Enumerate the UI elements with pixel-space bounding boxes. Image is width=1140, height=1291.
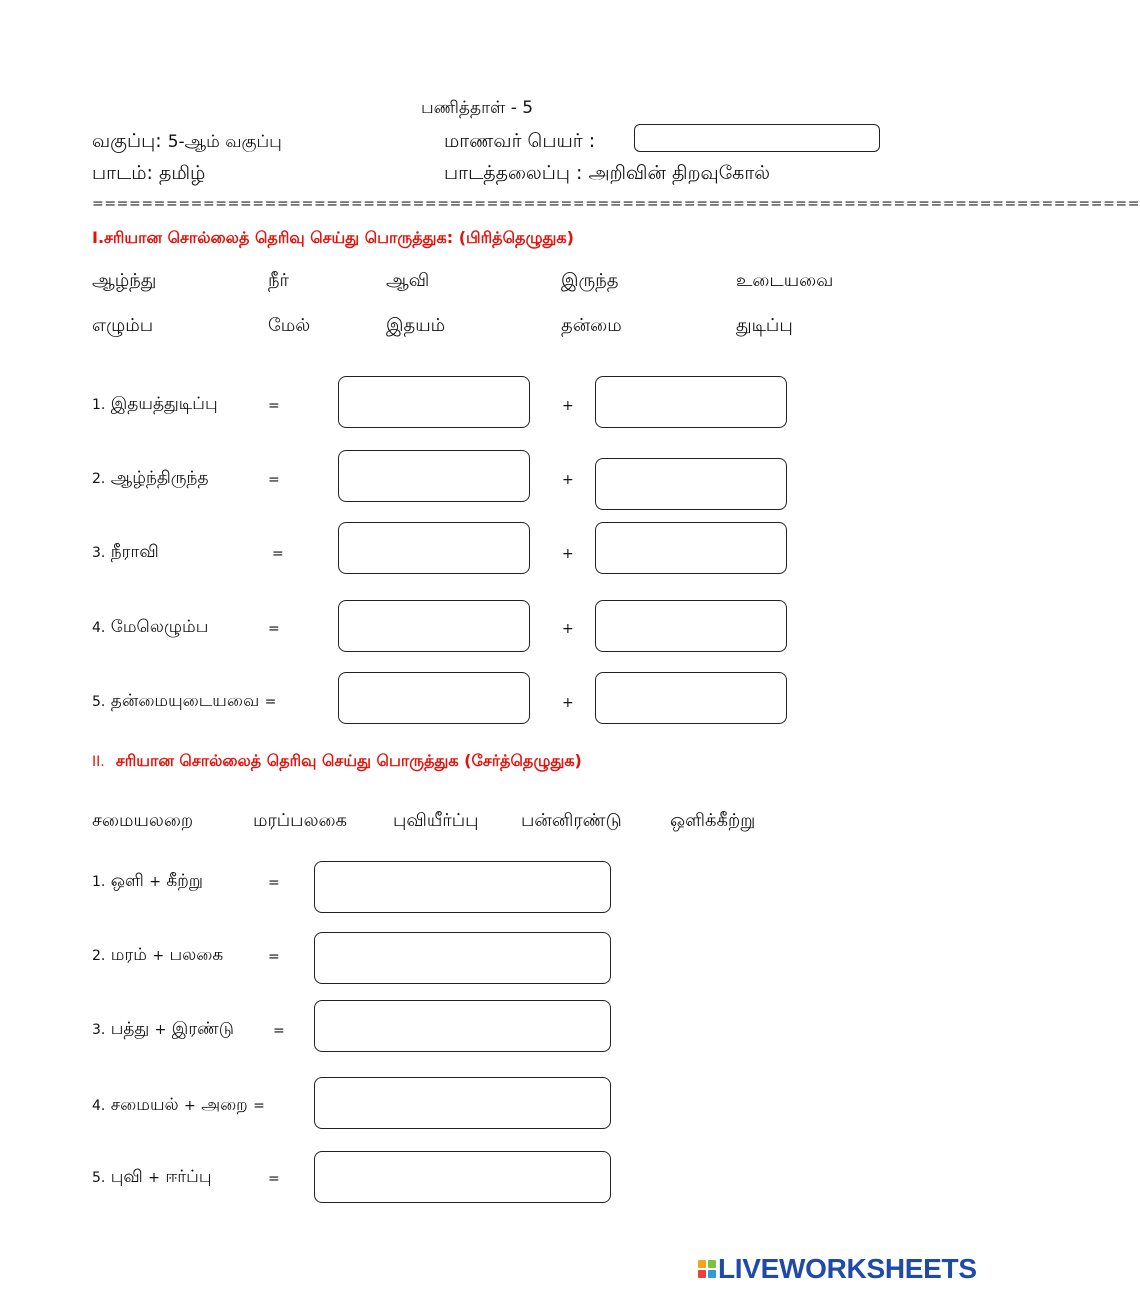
part-b: கீற்று <box>166 871 204 891</box>
part-a: பத்து <box>110 1019 150 1039</box>
lesson-row <box>444 162 770 187</box>
answer-box[interactable] <box>314 861 611 913</box>
plus-sign: + <box>148 1170 160 1186</box>
part-a: புவி <box>110 1167 143 1187</box>
question-label <box>92 1019 234 1041</box>
part-a: சமையல் <box>110 1095 179 1115</box>
part-a: ஒளி <box>110 871 144 891</box>
logo-square-icon <box>698 1270 706 1278</box>
equals-sign: = <box>268 398 280 414</box>
equals-sign: = <box>268 621 280 637</box>
separator-line: ===================================================================================== <box>92 196 1140 212</box>
answer-box-left[interactable] <box>338 522 530 574</box>
plus-sign: + <box>152 948 165 964</box>
answer-box[interactable] <box>314 1077 611 1129</box>
logo-square-icon <box>708 1270 716 1278</box>
part-b: இரண்டு <box>171 1019 234 1039</box>
question-number: 1. <box>92 397 106 413</box>
word-bank-item: ஆழ்ந்து <box>92 270 157 291</box>
word-bank-item: தன்மை <box>561 315 622 336</box>
liveworksheets-logo-icon <box>698 1260 716 1278</box>
class-value: 5-ஆம் வகுப்பு <box>167 132 282 152</box>
question-word: தன்மையுடையவை <box>110 691 260 711</box>
logo-text: LIVEWORKSHEETS <box>718 1253 977 1284</box>
answer-box-right[interactable] <box>595 522 787 574</box>
question-number: 4. <box>92 1098 106 1114</box>
plus-sign: + <box>149 874 161 890</box>
logo-square-icon <box>708 1260 716 1268</box>
section2-heading-num: II. <box>92 754 105 770</box>
question-label <box>92 1095 265 1117</box>
word-bank-item: உடையவை <box>736 270 834 291</box>
answer-box-left[interactable] <box>338 600 530 652</box>
question-label <box>92 1167 211 1189</box>
answer-box-left[interactable] <box>338 672 530 724</box>
word-bank-item: சமையலறை <box>92 810 194 831</box>
question-label <box>92 871 203 893</box>
plus-sign: + <box>562 621 574 637</box>
equals-sign: = <box>273 1023 285 1039</box>
question-number: 3. <box>92 545 106 561</box>
plus-sign: + <box>562 398 574 414</box>
class-label-text: வகுப்பு: <box>92 130 162 152</box>
equals-sign: = <box>253 1098 265 1114</box>
word-bank-item: எழும்ப <box>92 315 154 336</box>
question-word: மேலெழும்ப <box>110 617 209 637</box>
word-bank-item: ஒளிக்கீற்று <box>670 810 756 831</box>
logo-square-icon <box>698 1260 706 1268</box>
answer-box-left[interactable] <box>338 450 530 502</box>
question-label <box>92 394 218 416</box>
question-number: 3. <box>92 1022 106 1038</box>
question-number: 4. <box>92 620 106 636</box>
section2-heading <box>92 751 582 772</box>
student-name-label: மாணவர் பெயர் : <box>444 130 596 152</box>
word-bank-item: புவியீர்ப்பு <box>393 810 479 831</box>
section1-heading: I.சரியான சொல்லைத் தெரிவு செய்து பொருத்துக: (பிரித்தெழுதுக) <box>92 228 574 247</box>
question-number: 2. <box>92 471 106 487</box>
answer-box[interactable] <box>314 1151 611 1203</box>
question-number: 1. <box>92 874 106 890</box>
liveworksheets-logo <box>698 1253 977 1285</box>
word-bank-item: துடிப்பு <box>736 315 793 336</box>
plus-sign: + <box>562 695 574 711</box>
plus-sign: + <box>184 1098 196 1114</box>
question-number: 5. <box>92 694 106 710</box>
word-bank-item: மேல் <box>268 315 311 336</box>
word-bank-item: நீர் <box>268 270 289 291</box>
lesson-value: அறிவின் திறவுகோல் <box>588 162 771 184</box>
plus-sign: + <box>562 546 574 562</box>
lesson-label: பாடத்தலைப்பு : <box>444 162 583 184</box>
equals-sign: = <box>268 1171 280 1187</box>
equals-sign: = <box>268 472 280 488</box>
answer-box-right[interactable] <box>595 672 787 724</box>
subject-label: பாடம்: <box>92 162 153 184</box>
equals-sign: = <box>268 949 280 965</box>
question-label <box>92 468 209 490</box>
question-label <box>92 542 159 564</box>
word-bank-item: இருந்த <box>561 270 619 291</box>
plus-sign: + <box>562 472 574 488</box>
word-bank-item: ஆவி <box>386 270 430 291</box>
word-bank-item: இதயம் <box>386 315 446 336</box>
section2-heading-text: சரியான சொல்லைத் தெரிவு செய்து பொருத்துக (சேர்த்தெழுதுக) <box>115 751 582 770</box>
question-label <box>92 617 208 639</box>
answer-box-right[interactable] <box>595 600 787 652</box>
subject-row <box>92 162 205 187</box>
question-word: நீராவி <box>110 542 159 562</box>
part-b: அறை <box>201 1095 248 1115</box>
plus-sign: + <box>154 1022 167 1038</box>
question-number: 2. <box>92 948 106 964</box>
question-word: இதயத்துடிப்பு <box>110 394 218 414</box>
question-label <box>92 691 276 713</box>
part-a: மரம் <box>110 945 147 965</box>
answer-box-right[interactable] <box>595 376 787 428</box>
answer-box-left[interactable] <box>338 376 530 428</box>
part-b: ஈர்ப்பு <box>165 1167 212 1187</box>
answer-box[interactable] <box>314 1000 611 1052</box>
student-name-input[interactable] <box>634 124 880 152</box>
question-number: 5. <box>92 1170 106 1186</box>
class-label <box>92 130 282 155</box>
question-label <box>92 945 223 967</box>
subject-value: தமிழ் <box>158 162 206 184</box>
equals-sign: = <box>272 546 284 562</box>
equals-sign: = <box>268 875 280 891</box>
question-word: ஆழ்ந்திருந்த <box>110 468 209 488</box>
answer-box-right[interactable] <box>595 458 787 510</box>
equals-sign: = <box>264 694 277 710</box>
page-title: பணித்தாள் - 5 <box>421 98 534 118</box>
word-bank-item: பன்னிரண்டு <box>521 810 622 831</box>
word-bank-item: மரப்பலகை <box>253 810 348 831</box>
answer-box[interactable] <box>314 932 611 984</box>
part-b: பலகை <box>169 945 224 965</box>
